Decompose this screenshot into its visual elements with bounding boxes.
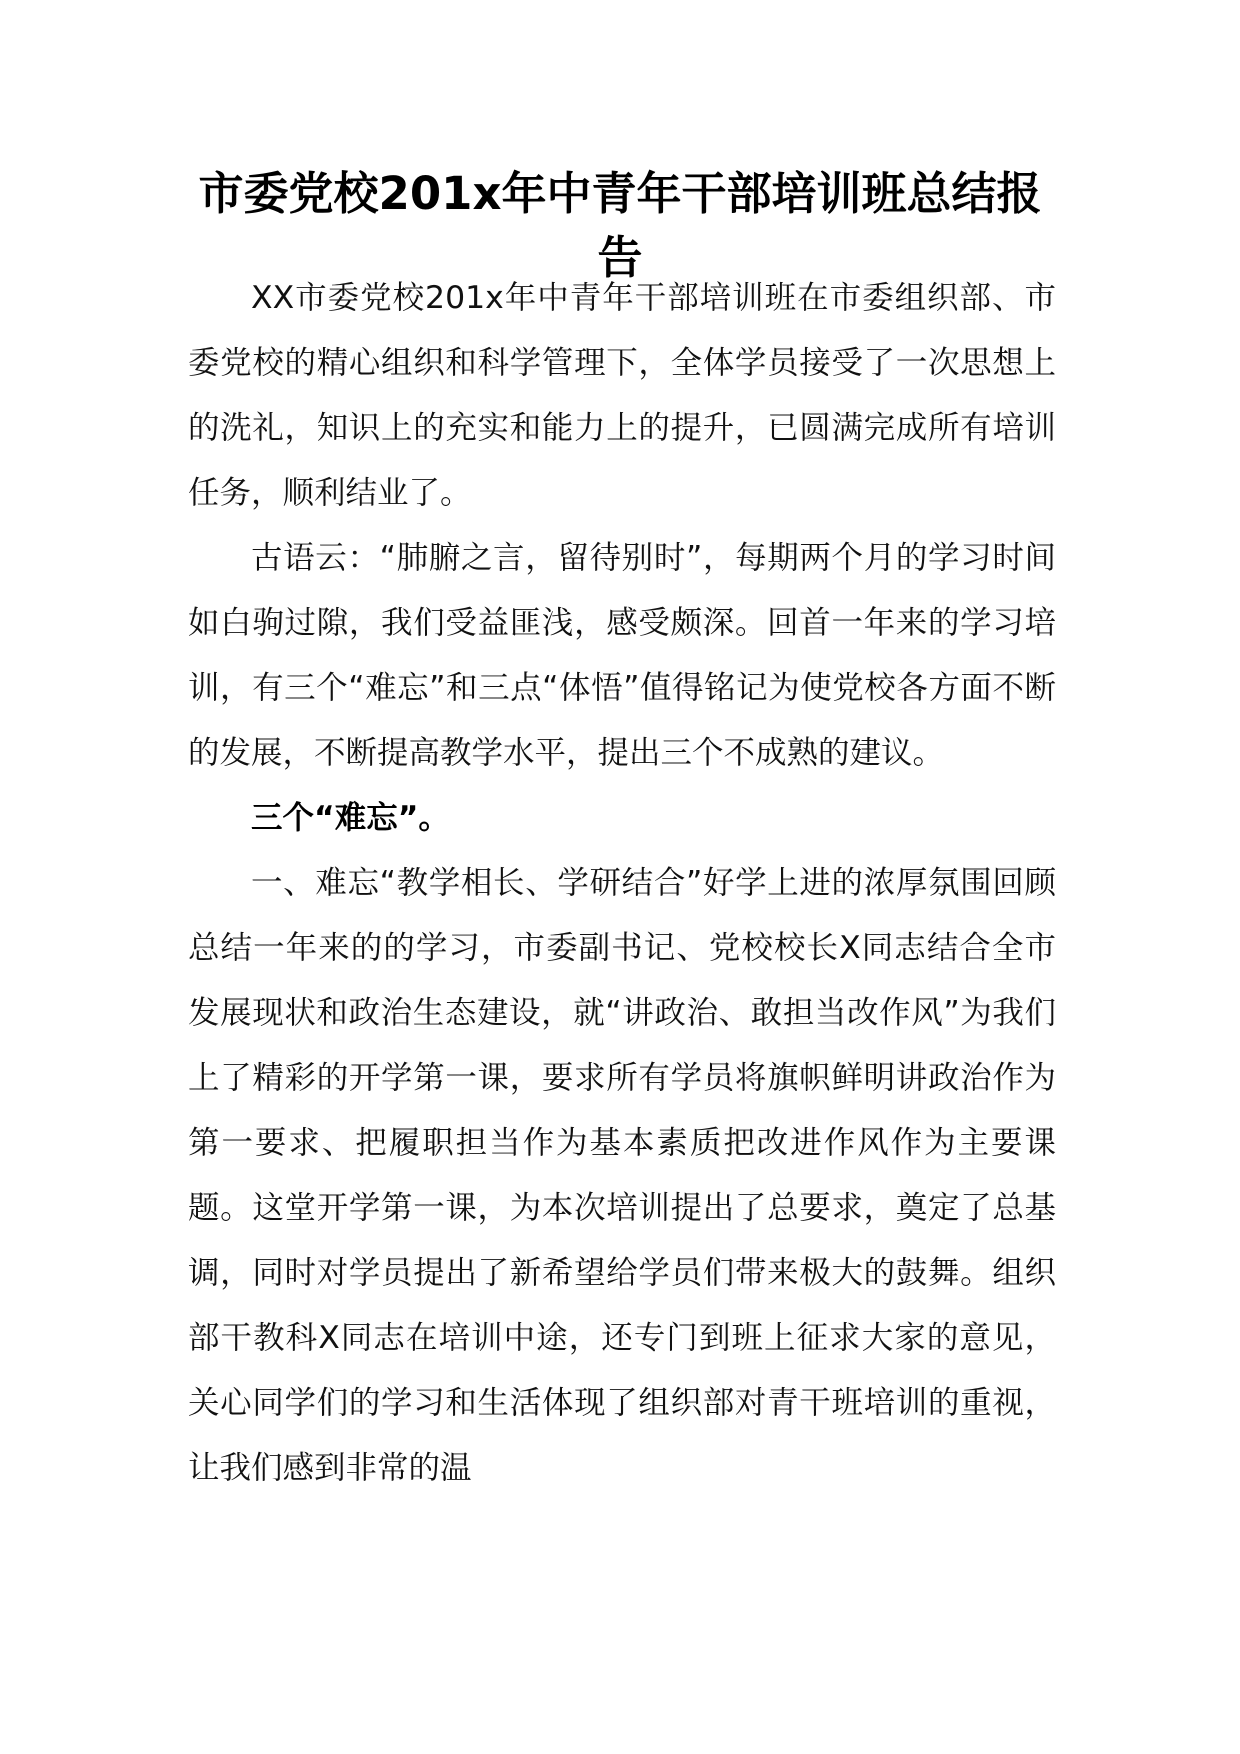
paragraph-first-unforgettable: 一、难忘“教学相长、学研结合”好学上进的浓厚氛围回顾总结一年来的的学习，市委副书记、党校校长X同志结合全市发展现状和政治生态建设，就“讲政治、敢担当改作风”为我们上了精彩的开学第一课，要求所有学员将旗帜鲜明讲政治作为第一要求、把履职担当作为基本素质把改进作风作为主要课题。这堂开学第一课，为本次培训提出了总要求，奠定了总基调，同时对学员提出了新希望给学员们带来极大的鼓舞。组织部干教科X同志在培训中途，还专门到班上征求大家的意见，关心同学们的学习和生活体现了组织部对青干班培训的重视，让我们感到非常的温 [188, 865, 1056, 1486]
paragraph-intro: XX市委党校201x年中青年干部培训班在市委组织部、市委党校的精心组织和科学管理下，全体学员接受了一次思想上的洗礼，知识上的充实和能力上的提升，已圆满完成所有培训任务，顺利结业了。 [188, 280, 1056, 511]
document-body [188, 266, 1056, 1501]
paragraph-quote: 古语云：“肺腑之言，留待别时”，每期两个月的学习时间如白驹过隙，我们受益匪浅，感受颇深。回首一年来的学习培训，有三个“难忘”和三点“体悟”值得铭记为使党校各方面不断的发展，不断提高教学水平，提出三个不成熟的建议。 [188, 540, 1056, 771]
document-title: 市委党校201x年中青年干部培训班总结报告 [198, 167, 1042, 284]
section-heading: 三个“难忘”。 [251, 800, 450, 836]
